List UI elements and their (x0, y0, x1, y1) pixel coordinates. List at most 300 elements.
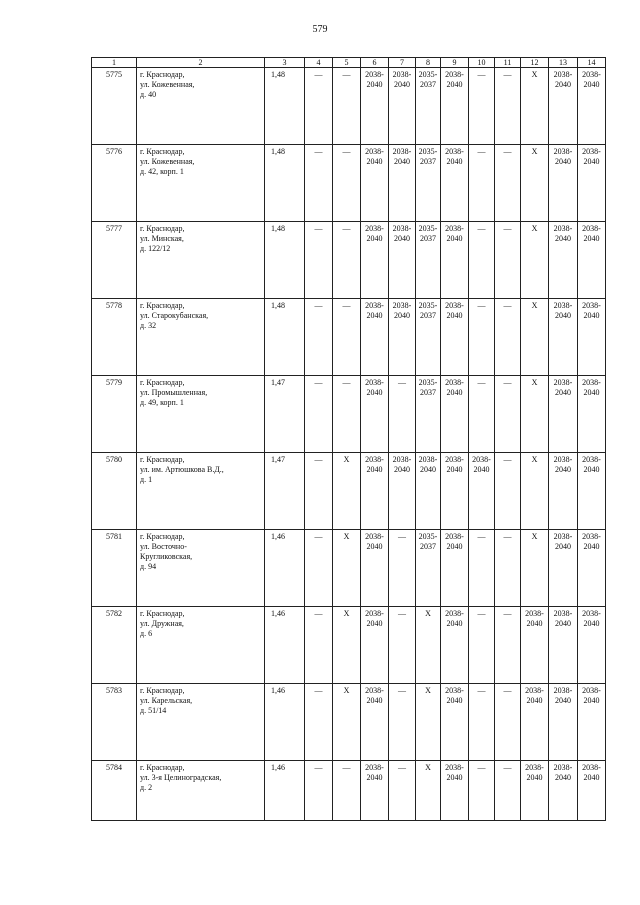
dash-cell: — (305, 222, 333, 299)
year-text: 2040 (366, 234, 383, 243)
dash-cell: — (305, 761, 333, 821)
row-number-cell: 5783 (92, 684, 137, 761)
value-cell: 1,46 (265, 607, 305, 684)
year-text: 2040 (366, 465, 383, 474)
column-header: 2 (137, 58, 265, 68)
year-range-cell (361, 530, 389, 607)
address-line: г. Краснодар, (140, 455, 185, 464)
dash-cell: — (389, 607, 416, 684)
year-text: 2038- (365, 224, 384, 233)
year-range-cell (361, 453, 389, 530)
year-text: 2038- (582, 147, 601, 156)
year-text: 2038- (553, 763, 573, 772)
year-range-cell (361, 68, 389, 145)
year-range-cell (549, 222, 578, 299)
year-text: 2038- (445, 147, 464, 156)
year-range-cell (578, 145, 606, 222)
address-line: г. Краснодар, (140, 147, 185, 156)
address-line: г. Краснодар, (140, 609, 185, 618)
year-range-cell (389, 453, 416, 530)
year-text: 2038- (445, 763, 464, 772)
year-text: 2038- (582, 70, 601, 79)
year-text: 2037 (420, 157, 436, 166)
table-row (92, 607, 606, 684)
year-text: 2040 (366, 619, 383, 628)
year-range-cell (549, 145, 578, 222)
year-text: 2040 (583, 80, 600, 89)
year-text: 2040 (446, 696, 463, 705)
year-text: 2040 (583, 542, 600, 551)
year-text: 2038- (365, 532, 384, 541)
address-cell (137, 684, 265, 761)
year-text: 2038- (445, 70, 464, 79)
year-text: 2040 (394, 234, 410, 243)
value-cell: 1,48 (265, 145, 305, 222)
year-text: 2038- (553, 455, 573, 464)
address-line: г. Краснодар, (140, 532, 185, 541)
year-text: 2040 (420, 465, 436, 474)
column-header: 12 (521, 58, 549, 68)
year-text: 2038- (582, 224, 601, 233)
address-line: д. 51/14 (140, 706, 167, 715)
year-range-cell (416, 299, 441, 376)
value-cell: 1,47 (265, 376, 305, 453)
year-range-cell (441, 684, 469, 761)
year-range-cell (361, 145, 389, 222)
address-cell (137, 453, 265, 530)
value-cell: 1,47 (265, 453, 305, 530)
year-text: 2040 (446, 388, 463, 397)
address-line: г. Краснодар, (140, 686, 185, 695)
year-text: 2038- (365, 70, 384, 79)
address-line: г. Краснодар, (140, 70, 185, 79)
year-text: 2040 (583, 388, 600, 397)
year-range-cell (549, 299, 578, 376)
dash-cell: — (469, 607, 495, 684)
year-text: 2038- (445, 609, 464, 618)
year-text: 2038- (553, 686, 573, 695)
row-number-cell: 5781 (92, 530, 137, 607)
dash-cell: — (469, 145, 495, 222)
dash-cell: — (305, 376, 333, 453)
year-text: 2040 (446, 619, 463, 628)
year-text: 2040 (583, 773, 600, 782)
year-text: 2040 (473, 465, 490, 474)
dash-cell: — (469, 761, 495, 821)
table-row (92, 68, 606, 145)
dash-cell: — (495, 761, 521, 821)
year-text: 2035- (418, 301, 438, 310)
x-mark-cell: X (416, 607, 441, 684)
year-text: 2040 (526, 619, 543, 628)
year-range-cell (441, 453, 469, 530)
dash-cell: — (389, 761, 416, 821)
x-mark-cell: X (333, 607, 361, 684)
address-line: д. 40 (140, 90, 157, 99)
year-text: 2038- (445, 455, 464, 464)
year-text: 2038- (553, 301, 573, 310)
year-text: 2040 (555, 388, 571, 397)
dash-cell: — (389, 530, 416, 607)
address-line: ул. Карельская, (140, 696, 193, 705)
year-text: 2038- (392, 301, 412, 310)
dash-cell: — (495, 684, 521, 761)
value-cell: 1,48 (265, 299, 305, 376)
year-text: 2040 (583, 465, 600, 474)
dash-cell: — (305, 299, 333, 376)
year-text: 2038- (365, 609, 384, 618)
year-text: 2038- (445, 378, 464, 387)
year-text: 2040 (366, 388, 383, 397)
year-text: 2038- (445, 686, 464, 695)
dash-cell: — (495, 299, 521, 376)
year-text: 2040 (555, 773, 571, 782)
year-range-cell (361, 299, 389, 376)
year-range-cell (441, 761, 469, 821)
dash-cell: — (469, 299, 495, 376)
year-text: 2038- (365, 763, 384, 772)
address-line: д. 1 (140, 475, 153, 484)
column-header: 9 (441, 58, 469, 68)
address-line: д. 94 (140, 562, 157, 571)
year-text: 2038- (392, 224, 412, 233)
address-cell (137, 530, 265, 607)
year-text: 2040 (446, 773, 463, 782)
year-range-cell (389, 68, 416, 145)
x-mark-cell: X (416, 684, 441, 761)
column-header: 1 (92, 58, 137, 68)
dash-cell: — (389, 684, 416, 761)
column-header: 5 (333, 58, 361, 68)
address-line: д. 42, корп. 1 (140, 167, 184, 176)
dash-cell: — (495, 145, 521, 222)
address-line: д. 6 (140, 629, 153, 638)
year-text: 2040 (446, 234, 463, 243)
column-number-row (92, 58, 606, 68)
dash-cell: — (333, 145, 361, 222)
year-range-cell (521, 761, 549, 821)
year-text: 2040 (555, 542, 571, 551)
column-header: 10 (469, 58, 495, 68)
table-row (92, 299, 606, 376)
address-line: ул. Кожевенная, (140, 80, 195, 89)
year-range-cell (441, 222, 469, 299)
address-line: Кругликовская, (140, 552, 193, 561)
year-text: 2038- (418, 455, 438, 464)
column-header: 4 (305, 58, 333, 68)
dash-cell: — (305, 684, 333, 761)
value-cell: 1,48 (265, 222, 305, 299)
year-text: 2038- (525, 686, 544, 695)
address-line: ул. Дружная, (140, 619, 184, 628)
row-number-cell: 5780 (92, 453, 137, 530)
year-text: 2040 (583, 157, 600, 166)
row-number-cell: 5784 (92, 761, 137, 821)
year-text: 2040 (446, 157, 463, 166)
x-mark-cell: X (333, 530, 361, 607)
year-text: 2038- (365, 455, 384, 464)
year-text: 2038- (472, 455, 491, 464)
year-range-cell (441, 607, 469, 684)
year-text: 2038- (553, 147, 573, 156)
year-range-cell (549, 684, 578, 761)
year-text: 2040 (394, 80, 410, 89)
address-line: ул. им. Артюшкова В.Д., (140, 465, 224, 474)
address-cell (137, 607, 265, 684)
address-cell (137, 222, 265, 299)
year-text: 2040 (446, 542, 463, 551)
year-text: 2035- (418, 147, 438, 156)
table-row (92, 222, 606, 299)
year-text: 2038- (365, 686, 384, 695)
year-text: 2038- (392, 70, 412, 79)
data-table (91, 57, 606, 821)
year-range-cell (441, 376, 469, 453)
year-range-cell (549, 530, 578, 607)
dash-cell: — (469, 684, 495, 761)
year-text: 2038- (445, 301, 464, 310)
address-line: ул. 3-я Целиноградская, (140, 773, 222, 782)
year-text: 2040 (555, 157, 571, 166)
column-header: 11 (495, 58, 521, 68)
year-text: 2038- (582, 532, 601, 541)
year-range-cell (441, 68, 469, 145)
dash-cell: — (469, 376, 495, 453)
x-mark-cell: X (333, 453, 361, 530)
dash-cell: — (389, 376, 416, 453)
year-range-cell (578, 222, 606, 299)
dash-cell: — (469, 68, 495, 145)
year-text: 2040 (526, 773, 543, 782)
column-header: 6 (361, 58, 389, 68)
year-text: 2040 (446, 80, 463, 89)
x-mark-cell: X (521, 222, 549, 299)
table-row (92, 684, 606, 761)
value-cell: 1,48 (265, 68, 305, 145)
year-text: 2038- (365, 301, 384, 310)
year-text: 2038- (553, 224, 573, 233)
year-text: 2040 (526, 696, 543, 705)
address-line: г. Краснодар, (140, 224, 185, 233)
x-mark-cell: X (521, 145, 549, 222)
dash-cell: — (305, 453, 333, 530)
year-text: 2040 (446, 311, 463, 320)
year-text: 2038- (553, 609, 573, 618)
year-text: 2038- (392, 455, 412, 464)
year-text: 2038- (553, 532, 573, 541)
year-text: 2038- (553, 378, 573, 387)
dash-cell: — (495, 376, 521, 453)
dash-cell: — (495, 222, 521, 299)
year-range-cell (441, 299, 469, 376)
year-text: 2040 (366, 696, 383, 705)
year-text: 2040 (555, 619, 571, 628)
address-line: ул. Минская, (140, 234, 184, 243)
address-line: г. Краснодар, (140, 301, 185, 310)
year-range-cell (578, 376, 606, 453)
year-text: 2035- (418, 378, 438, 387)
year-range-cell (469, 453, 495, 530)
dash-cell: — (333, 761, 361, 821)
year-range-cell (578, 761, 606, 821)
year-range-cell (578, 68, 606, 145)
value-cell: 1,46 (265, 684, 305, 761)
address-cell (137, 761, 265, 821)
year-text: 2040 (583, 619, 600, 628)
table-row (92, 761, 606, 821)
dash-cell: — (305, 145, 333, 222)
column-header: 14 (578, 58, 606, 68)
year-text: 2040 (583, 234, 600, 243)
dash-cell: — (305, 68, 333, 145)
row-number-cell: 5777 (92, 222, 137, 299)
year-text: 2038- (445, 224, 464, 233)
dash-cell: — (495, 607, 521, 684)
year-range-cell (549, 761, 578, 821)
year-text: 2037 (420, 542, 436, 551)
row-number-cell: 5776 (92, 145, 137, 222)
year-range-cell (416, 68, 441, 145)
year-range-cell (361, 222, 389, 299)
dash-cell: — (333, 222, 361, 299)
dash-cell: — (495, 68, 521, 145)
year-range-cell (361, 376, 389, 453)
year-text: 2038- (392, 147, 412, 156)
year-range-cell (416, 530, 441, 607)
year-range-cell (578, 453, 606, 530)
year-text: 2037 (420, 80, 436, 89)
year-range-cell (416, 453, 441, 530)
year-range-cell (416, 376, 441, 453)
year-text: 2038- (582, 609, 601, 618)
year-text: 2038- (445, 532, 464, 541)
year-range-cell (416, 145, 441, 222)
row-number-cell: 5775 (92, 68, 137, 145)
address-line: ул. Старокубанская, (140, 311, 209, 320)
x-mark-cell: X (521, 376, 549, 453)
year-text: 2040 (394, 465, 410, 474)
column-header: 3 (265, 58, 305, 68)
year-range-cell (521, 684, 549, 761)
year-text: 2040 (366, 157, 383, 166)
column-header: 13 (549, 58, 578, 68)
year-range-cell (389, 145, 416, 222)
year-range-cell (549, 607, 578, 684)
address-line: г. Краснодар, (140, 763, 185, 772)
year-text: 2040 (583, 696, 600, 705)
address-cell (137, 376, 265, 453)
year-text: 2035- (418, 224, 438, 233)
year-text: 2038- (582, 455, 601, 464)
year-text: 2038- (582, 378, 601, 387)
year-range-cell (441, 145, 469, 222)
column-header: 7 (389, 58, 416, 68)
dash-cell: — (469, 530, 495, 607)
table-row (92, 530, 606, 607)
year-text: 2035- (418, 532, 438, 541)
address-line: д. 32 (140, 321, 157, 330)
year-text: 2038- (553, 70, 573, 79)
address-line: д. 2 (140, 783, 153, 792)
year-text: 2040 (366, 311, 383, 320)
row-number-cell: 5782 (92, 607, 137, 684)
address-line: ул. Кожевенная, (140, 157, 195, 166)
address-cell (137, 299, 265, 376)
page-number: 579 (312, 24, 328, 35)
value-cell: 1,46 (265, 761, 305, 821)
year-text: 2040 (555, 696, 571, 705)
year-range-cell (578, 530, 606, 607)
address-line: д. 122/12 (140, 244, 171, 253)
table-row (92, 453, 606, 530)
dash-cell: — (305, 607, 333, 684)
year-range-cell (549, 376, 578, 453)
row-number-cell: 5779 (92, 376, 137, 453)
year-text: 2040 (366, 80, 383, 89)
year-text: 2038- (582, 686, 601, 695)
year-text: 2038- (525, 763, 544, 772)
year-text: 2040 (446, 465, 463, 474)
year-range-cell (578, 684, 606, 761)
year-range-cell (361, 761, 389, 821)
address-line: ул. Восточно- (140, 542, 187, 551)
column-header: 8 (416, 58, 441, 68)
year-text: 2040 (394, 311, 410, 320)
year-range-cell (549, 453, 578, 530)
year-text: 2038- (525, 609, 544, 618)
year-range-cell (361, 607, 389, 684)
year-text: 2040 (555, 80, 571, 89)
year-range-cell (416, 222, 441, 299)
year-text: 2040 (555, 234, 571, 243)
year-range-cell (389, 222, 416, 299)
row-number-cell: 5778 (92, 299, 137, 376)
year-range-cell (578, 299, 606, 376)
x-mark-cell: X (521, 299, 549, 376)
year-text: 2037 (420, 388, 436, 397)
dash-cell: — (495, 530, 521, 607)
address-line: д. 49, корп. 1 (140, 398, 184, 407)
dash-cell: — (333, 376, 361, 453)
x-mark-cell: X (521, 530, 549, 607)
dash-cell: — (305, 530, 333, 607)
address-cell (137, 145, 265, 222)
dash-cell: — (495, 453, 521, 530)
year-text: 2037 (420, 234, 436, 243)
year-text: 2038- (582, 763, 601, 772)
x-mark-cell: X (521, 453, 549, 530)
address-line: г. Краснодар, (140, 378, 185, 387)
year-text: 2040 (555, 465, 571, 474)
year-text: 2035- (418, 70, 438, 79)
year-text: 2040 (583, 311, 600, 320)
year-text: 2038- (365, 147, 384, 156)
table-row (92, 145, 606, 222)
dash-cell: — (333, 299, 361, 376)
x-mark-cell: X (521, 68, 549, 145)
year-text: 2040 (366, 542, 383, 551)
year-text: 2038- (365, 378, 384, 387)
year-range-cell (361, 684, 389, 761)
year-range-cell (441, 530, 469, 607)
year-range-cell (578, 607, 606, 684)
year-text: 2038- (582, 301, 601, 310)
table-row (92, 376, 606, 453)
year-range-cell (389, 299, 416, 376)
x-mark-cell: X (333, 684, 361, 761)
value-cell: 1,46 (265, 530, 305, 607)
year-range-cell (521, 607, 549, 684)
